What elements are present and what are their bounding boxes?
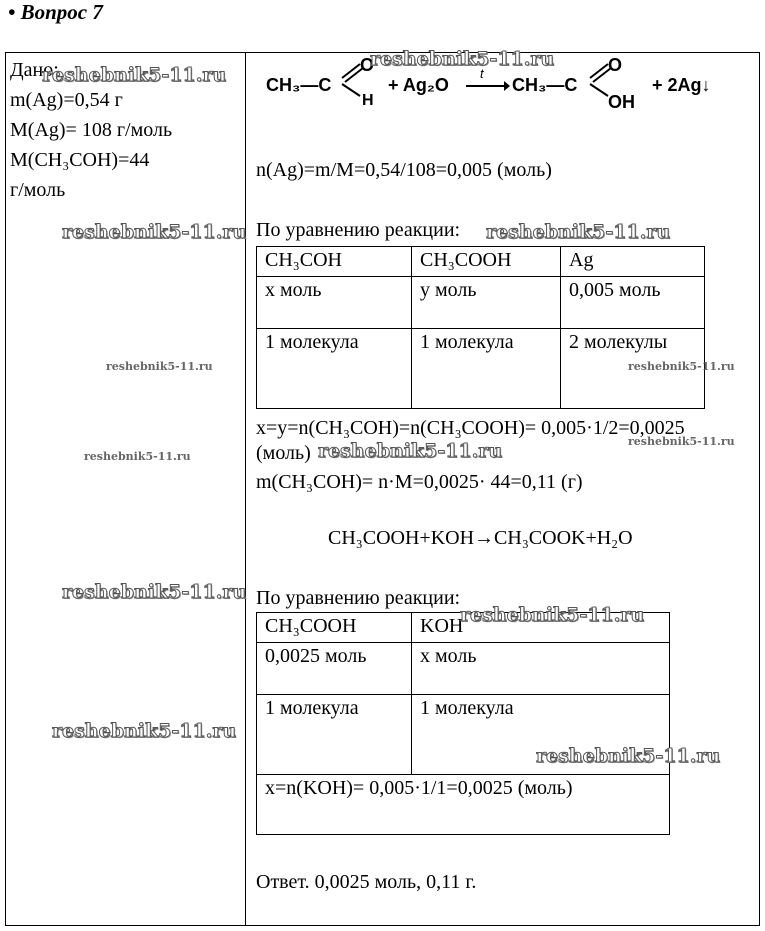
watermark: reshebnik5-11.ru [62,221,247,243]
calc-moles-line1: x=y=n(CH₃COH)=n(CH₃COOH)= 0,005·1/2=0,0025 [256,417,685,439]
calc-mass: m(CH₃COH)= n·M=0,0025· 44=0,11 (г) [256,471,583,493]
reaction-equation-2: CH₃COOH+KOH→CH₃COOK+H₂O [328,527,633,549]
answer-text: Ответ. 0,0025 моль, 0,11 г. [256,871,477,893]
by-equation-label: По уравнению реакции: [256,219,461,241]
watermark: reshebnik5-11.ru [628,435,735,448]
by-equation-label-2: По уравнению реакции: [256,587,461,609]
watermark: reshebnik5-11.ru [536,745,721,767]
given-line: m(Ag)=0,54 г [10,89,123,111]
table-cell: Ag [561,247,705,277]
silver-oxide: + Ag₂O [388,75,449,95]
table-cell: 2 молекулы [561,329,705,409]
given-label: Дано: [10,59,59,81]
table-cell: CH₃COH [257,247,412,277]
table-cell: 0,005 моль [561,277,705,329]
watermark: reshebnik5-11.ru [62,581,247,603]
table-cell: x=n(KOH)= 0,005·1/1=0,0025 (моль) [257,775,670,835]
acid-bonds [584,58,614,100]
table-row [257,775,670,835]
temperature-condition: t [480,66,484,81]
watermark: reshebnik5-11.ru [84,450,191,463]
reactant-aldehyde: CH₃—C [266,75,332,95]
watermark: reshebnik5-11.ru [486,221,671,243]
silver-product: + 2Ag↓ [652,75,711,95]
table-cell: x моль [257,277,412,329]
table-cell: 1 молекула [412,329,561,409]
table-cell: y моль [412,277,561,329]
table-row [257,277,705,329]
question-title: • Вопрос 7 [8,0,103,24]
watermark: reshebnik5-11.ru [628,360,735,373]
given-line: M(Ag)= 108 г/моль [10,119,173,141]
aldehyde-hydrogen: H [362,92,374,109]
column-divider [245,52,246,926]
table-cell: 1 молекула [257,329,412,409]
aldehyde-bonds [336,58,366,100]
table-cell: CH₃COOH [257,613,412,643]
watermark: reshebnik5-11.ru [460,604,645,626]
calc-moles-line2: (моль) [256,442,311,464]
watermark: reshebnik5-11.ru [52,720,237,742]
given-line: M(CH₃COH)=44 [10,149,150,171]
product-acid: CH₃—C [512,75,578,95]
watermark: reshebnik5-11.ru [42,64,227,86]
acid-oxygen: O [608,55,623,75]
acid-hydroxyl: OH [608,92,635,112]
table-cell: x моль [412,643,670,695]
table-cell: 0,0025 моль [257,643,412,695]
stoichiometry-table-1 [256,246,705,409]
aldehyde-oxygen: O [360,55,375,75]
watermark: reshebnik5-11.ru [370,48,555,70]
reaction-arrow-icon [466,80,510,92]
table-header-row [257,247,705,277]
table-cell: 1 молекула [412,695,670,775]
given-line: г/моль [10,179,66,201]
watermark: reshebnik5-11.ru [106,360,213,373]
watermark: reshebnik5-11.ru [318,440,503,462]
table-cell: 1 молекула [257,695,412,775]
table-cell: CH₃COOH [412,247,561,277]
table-row [257,643,670,695]
table-cell: KOH [412,613,670,643]
calc-moles-silver: n(Ag)=m/M=0,54/108=0,005 (моль) [256,159,552,181]
stoichiometry-table-2 [256,612,670,835]
